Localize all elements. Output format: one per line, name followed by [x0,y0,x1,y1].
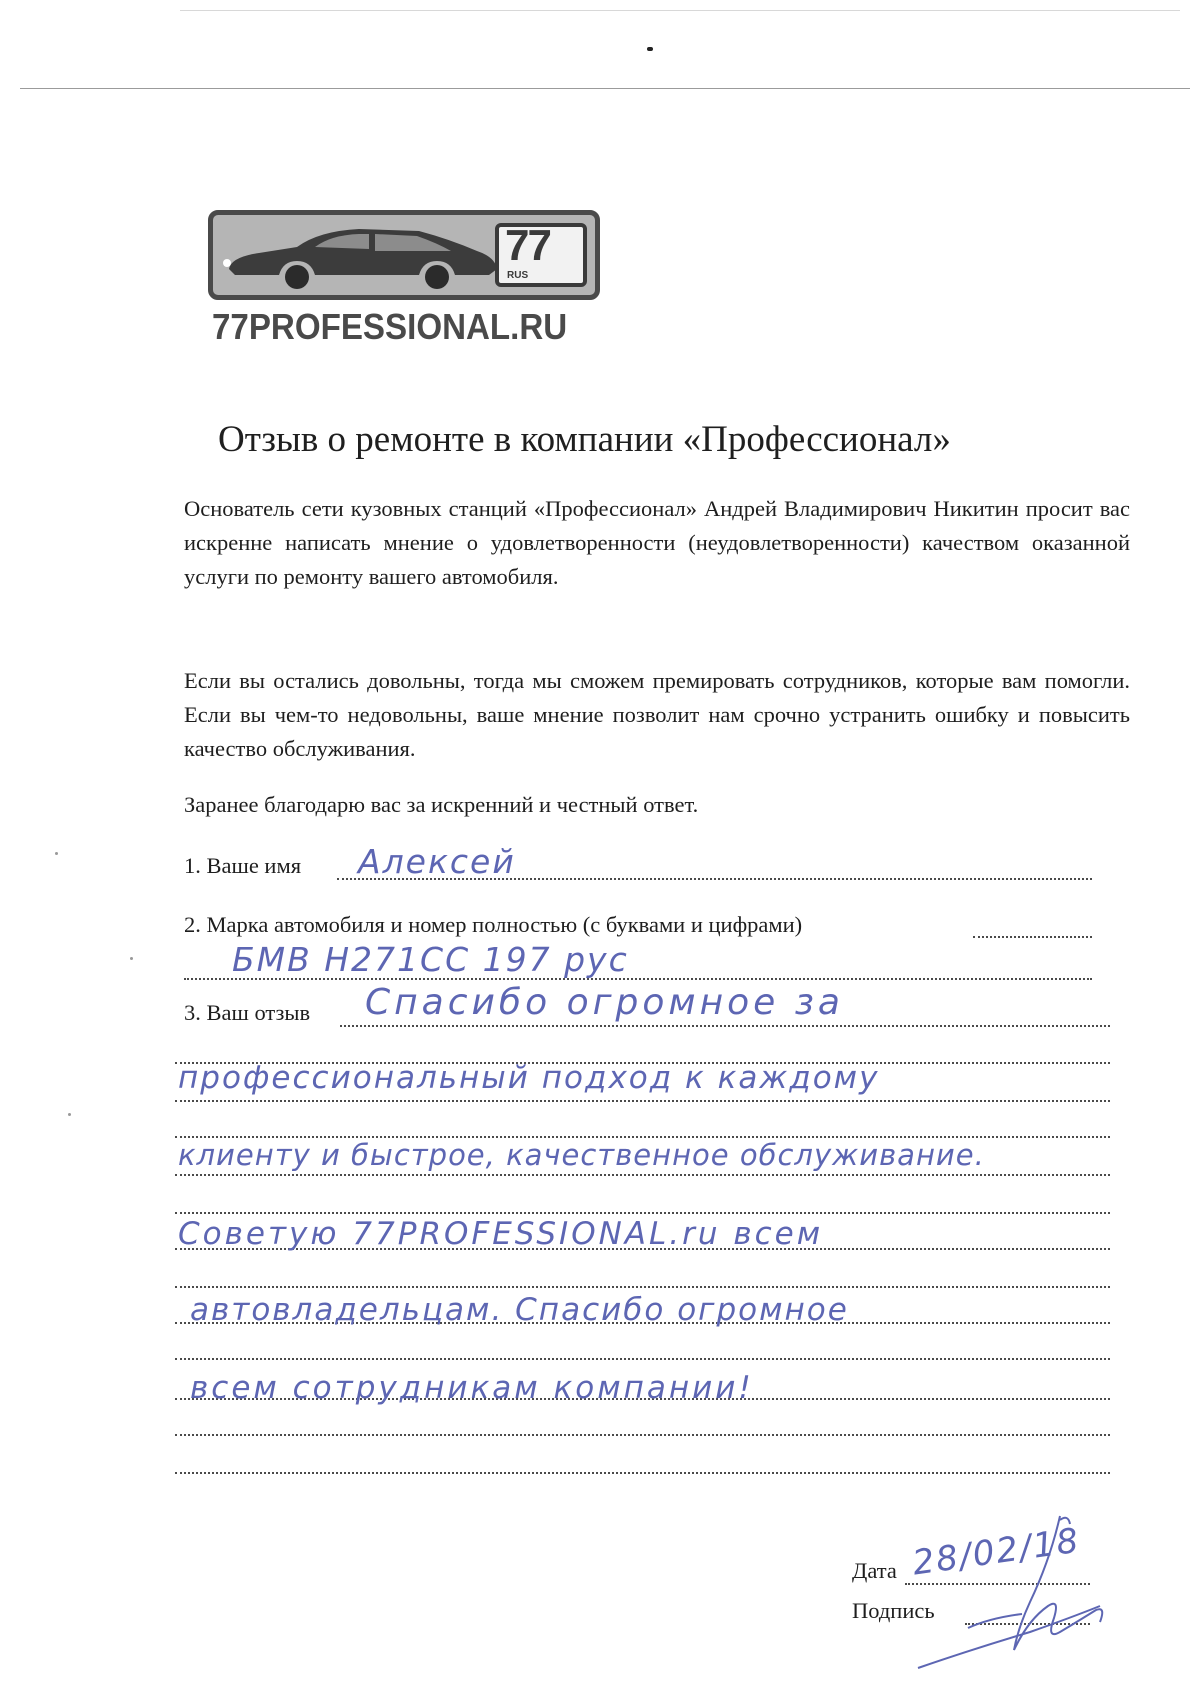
date-label: Дата [852,1558,897,1583]
review-dotted-line [175,1434,1110,1436]
review-dotted-line [175,1100,1110,1102]
review-answer-line[interactable]: профессиональный подход к каждому [178,1060,880,1096]
scan-speck [68,1113,71,1116]
scan-mark [647,47,653,51]
intro-paragraph-1: Основатель сети кузовных станций «Профессионал» Андрей Владимирович Никитин просит вас искренне написать мнение о удовлетворенности (неудовлетворенности) качеством оказанной услуги по ремонту вашего автомобиля. [184,496,1130,589]
plate-number-box [495,223,587,287]
review-dotted-line [175,1174,1110,1176]
plate-number: 77 [505,221,550,270]
review-answer-line[interactable]: всем сотрудникам компании! [190,1370,754,1406]
intro-paragraph-2: Если вы остались довольны, тогда мы сможем премировать сотрудников, которые вам помогли. Если вы чем-то недовольны, ваше мнение позволит нам срочно устранить ошибку и повысить качество обслуживания. [184,668,1130,761]
review-answer-line[interactable]: клиенту и быстрое, качественное обслуживание. [178,1138,985,1172]
review-answer-line[interactable]: Советую 77PROFESSIONAL.ru всем [178,1216,824,1252]
page-title: Отзыв о ремонте в компании «Профессионал» [218,419,951,460]
name-label: 1. Ваше имя [184,853,302,878]
review-dotted-line [175,1472,1110,1474]
company-logo [208,210,603,360]
scan-speck [130,957,133,960]
review-label: 3. Ваш отзыв [184,1000,311,1025]
review-answer-line[interactable]: Спасибо огромное за [365,982,844,1023]
review-dotted-line [175,1212,1110,1214]
car-silhouette-icon [219,217,509,297]
date-answer[interactable]: 28/02/18 [910,1520,1083,1584]
review-answer-line[interactable]: автовладельцам. Спасибо огромное [190,1292,849,1328]
intro-paragraph-3: Заранее благодарю вас за искренний и честный ответ. [184,792,699,817]
car-label: 2. Марка автомобиля и номер полностью (с буквами и цифрами) [184,912,803,937]
license-plate-graphic [208,210,600,300]
review-dotted-line [175,1286,1110,1288]
scan-edge-line [20,88,1190,89]
scan-speck [55,852,58,855]
plate-region: RUS [507,270,529,281]
scan-top-line [180,10,1180,11]
logo-site-name: 77PROFESSIONAL.RU [212,306,568,347]
name-answer[interactable]: Алексей [358,842,516,881]
car-dotted-line-1 [973,936,1092,938]
handwritten-signature[interactable] [910,1510,1140,1680]
review-dotted-line [175,1358,1110,1360]
signature-label: Подпись [852,1598,935,1623]
review-dotted-line [340,1025,1110,1027]
car-answer[interactable]: БМВ Н271СС 197 рус [232,940,629,979]
